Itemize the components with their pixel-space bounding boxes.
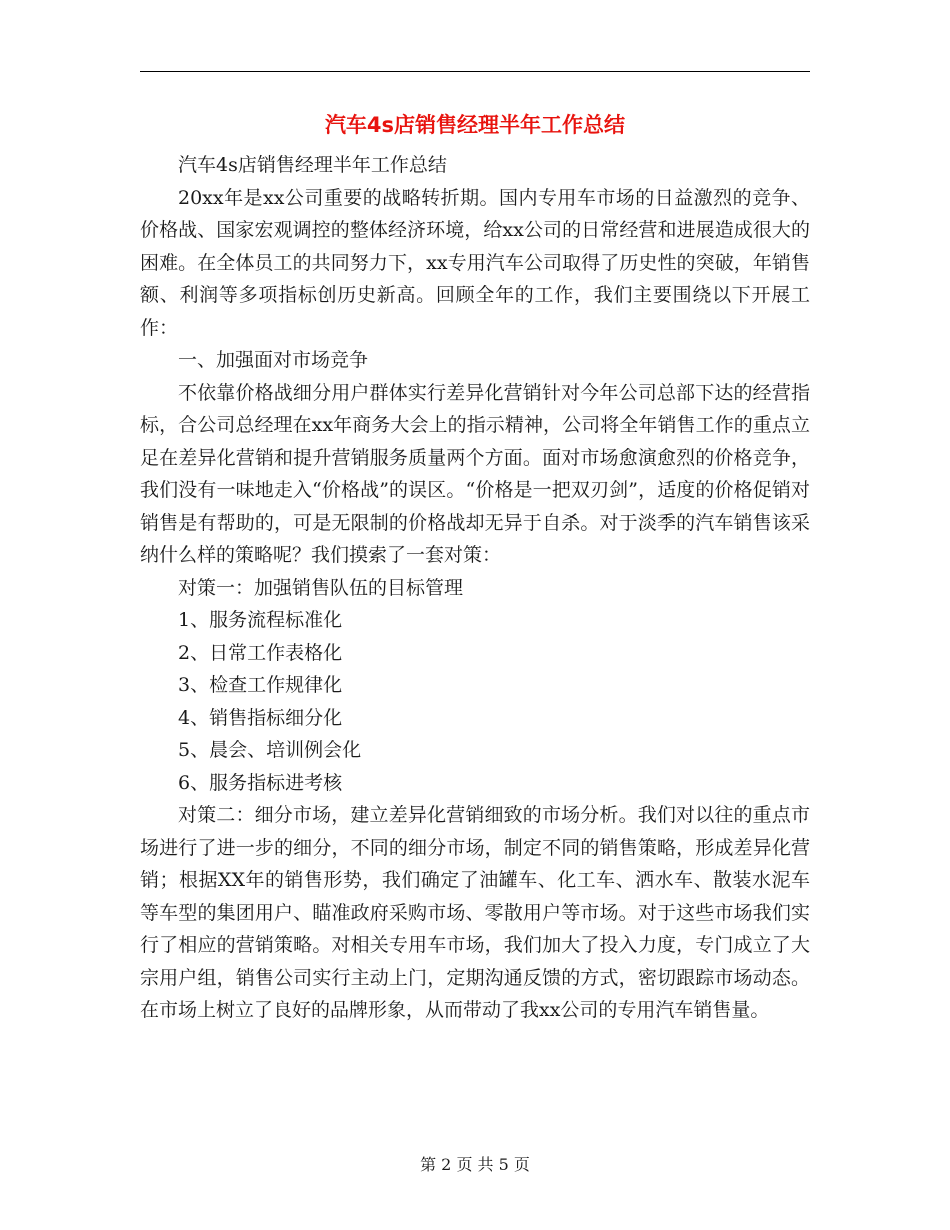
list-item: 4、销售指标细分化 xyxy=(178,706,343,729)
header-rule xyxy=(140,71,810,72)
strategy-one-heading: 对策一：加强销售队伍的目标管理 xyxy=(178,576,464,599)
paragraph-intro: 20xx年是xx公司重要的战略转折期。国内专用车市场的日益激烈的竞争、价格战、国家宏观调控的整体经济环境，给xx公司的日常经营和进展造成很大的困难。在全体员工的共同努力下，xx专用汽车公司取得了历史性的突破，年销售额、利润等多项指标创历史新高。回顾全年的工作，我们主要围绕以下开展工作： xyxy=(140,186,810,339)
list-item: 5、晨会、培训例会化 xyxy=(178,739,362,761)
section-heading: 一、加强面对市场竞争 xyxy=(178,349,369,371)
paragraph-strategy-two: 对策二：细分市场，建立差异化营销细致的市场分析。我们对以往的重点市场进行了进一步的细分，不同的细分市场，制定不同的销售策略，形成差异化营销；根据XX年的销售形势，我们确定了油罐车、化工车、洒水车、散装水泥车等车型的集团用户、瞄准政府采购市场、零散用户等市场。对于这些市场我们实行了相应的营销策略。对相关专用车市场，我们加大了投入力度，专门成立了大宗用户组，销售公司实行主动上门，定期沟通反馈的方式，密切跟踪市场动态。在市场上树立了良好的品牌形象，从而带动了我xx公司的专用汽车销售量。 xyxy=(140,804,810,1021)
list-item: 1、服务流程标准化 xyxy=(178,609,343,631)
page-number: 第 2 页 共 5 页 xyxy=(420,1155,530,1174)
list-item: 6、服务指标进考核 xyxy=(178,771,343,794)
list-item: 2、日常工作表格化 xyxy=(178,641,343,664)
document-body xyxy=(140,149,810,1027)
paragraph-price-strategy: 不依靠价格战细分用户群体实行差异化营销针对今年公司总部下达的经营指标，合公司总经理在xx年商务大会上的指示精神，公司将全年销售工作的重点立足在差异化营销和提升营销服务质量两个方面。面对市场愈演愈烈的价格竞争，我们没有一味地走入“价格战”的误区。“价格是一把双刃剑”，适度的价格促销对销售是有帮助的，可是无限制的价格战却无异于自杀。对于淡季的汽车销售该采纳什么样的策略呢？我们摸索了一套对策： xyxy=(140,381,810,566)
list-item: 3、检查工作规律化 xyxy=(178,674,343,696)
document-title: 汽车4s店销售经理半年工作总结 xyxy=(324,113,626,137)
paragraph-subtitle: 汽车4s店销售经理半年工作总结 xyxy=(178,154,447,176)
